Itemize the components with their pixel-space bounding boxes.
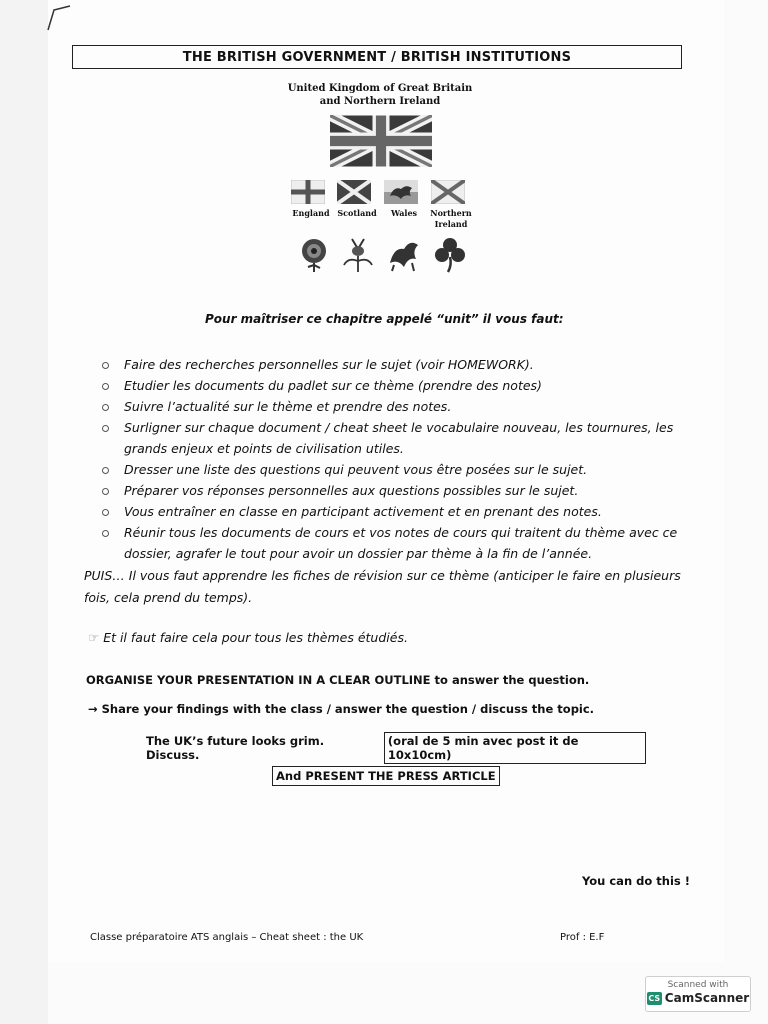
instructions-heading: Pour maîtriser ce chapitre appelé “unit” il vous faut: [205, 312, 564, 326]
all-themes-note [88, 630, 488, 645]
encouragement-text: You can do this ! [582, 874, 690, 888]
camscanner-watermark [645, 976, 751, 1012]
puis-paragraph: PUIS… Il vous faut apprendre les fiches de révision sur ce thème (anticiper le faire en plusieurs fois, cela prend du temps). [84, 568, 681, 605]
organise-instruction [86, 673, 686, 687]
country-name [260, 82, 500, 108]
nation-label-text: England [292, 208, 330, 218]
page-title [72, 45, 682, 69]
list-item: Surligner sur chaque document / cheat sheet le vocabulaire nouveau, les tournures, les grands enjeux et points de civilisation utiles. [100, 417, 690, 459]
nation-label-text-2: Ireland [434, 219, 468, 229]
england-flag-icon [291, 180, 325, 204]
list-item: Suivre l’actualité sur le thème et prendre des notes. [100, 396, 690, 417]
union-jack-flag-icon [330, 115, 432, 167]
footer-course: Classe préparatoire ATS anglais – Cheat sheet : the UK [90, 932, 364, 943]
list-item: Faire des recherches personnelles sur le sujet (voir HOMEWORK). [100, 354, 690, 375]
scotland-flag-icon [337, 180, 371, 204]
scan-edge [0, 0, 48, 1024]
thistle-icon [340, 235, 376, 273]
watermark-brand [646, 991, 750, 1005]
nation-label-text: Northern [430, 208, 472, 218]
nation-label-text: Scotland [337, 208, 377, 218]
northern-ireland-flag-icon [431, 180, 465, 204]
organise-rest-text: to answer the question. [430, 673, 590, 687]
page-title-text: THE BRITISH GOVERNMENT / BRITISH INSTITUTIONS [182, 49, 572, 65]
country-name-line-1: United Kingdom of Great Britain [287, 83, 473, 94]
camscanner-logo-icon: CS [648, 993, 661, 1003]
watermark-caption: Scanned with [667, 980, 729, 990]
nation-label-text: Wales [390, 208, 418, 218]
press-article-instruction: And PRESENT THE PRESS ARTICLE [272, 766, 500, 786]
folded-corner-mark [40, 4, 80, 34]
list-item: Dresser une liste des questions qui peuvent vous être posées sur le sujet. [100, 459, 690, 480]
shamrock-icon [432, 235, 468, 273]
discussion-question [146, 732, 646, 764]
hand-icon: ☞ [88, 630, 104, 645]
list-item: Etudier les documents du padlet sur ce thème (prendre des notes) [100, 375, 690, 396]
rose-icon [296, 235, 332, 273]
question-text: The UK’s future looks grim. Discuss. [146, 734, 325, 762]
country-name-line-2: and Northern Ireland [319, 96, 441, 107]
footer-teacher: Prof : E.F [560, 932, 605, 943]
share-instruction: → Share your findings with the class / answer the question / discuss the topic. [88, 702, 595, 716]
list-item: Réunir tous les documents de cours et vos notes de cours qui traitent du thème avec ce dossier, agrafer le tout pour avoir un dossier par thème à la fin de l’année. [100, 522, 690, 564]
task-list [100, 354, 690, 564]
oral-note: (oral de 5 min avec post it de 10x10cm) [384, 732, 646, 764]
organise-bold-text: ORGANISE YOUR PRESENTATION IN A CLEAR OUTLINE [86, 673, 431, 687]
list-item: Vous entraîner en classe en participant activement et en prenant des notes. [100, 501, 690, 522]
nation-label-northern-ireland [423, 208, 479, 230]
wales-flag-icon [384, 180, 418, 204]
all-themes-text: Et il faut faire cela pour tous les thèmes étudiés. [103, 630, 408, 645]
welsh-dragon-icon [386, 235, 422, 273]
watermark-name: CamScanner [664, 991, 750, 1005]
list-item: Préparer vos réponses personnelles aux questions possibles sur le sujet. [100, 480, 690, 501]
